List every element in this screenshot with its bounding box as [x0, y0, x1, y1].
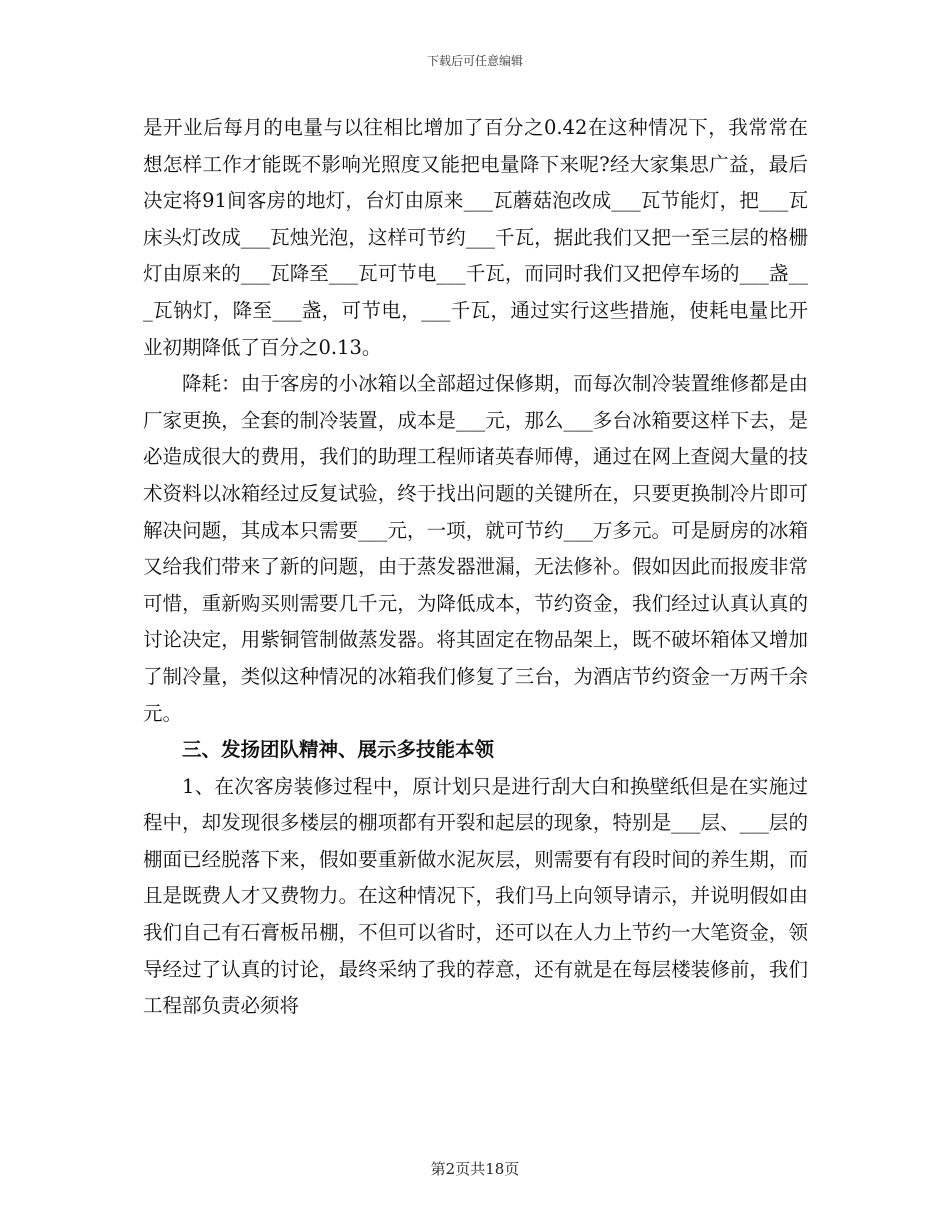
- paragraph-renovation: 1、在次客房装修过程中，原计划只是进行刮大白和换壁纸但是在实施过程中，却发现很多楼层的棚项都有开裂和起层的现象，特别是___层、___层的棚面已经脱落下来，假如要重新做水泥灰层，则需要有有段时间的养生期，而且是既费人才又费物力。在这种情况下，我们马上向领导请示，并说明假如由我们自己有石膏板吊棚，不但可以省时，还可以在人力上节约一大笔资金，领导经过了认真的讨论，最终采纳了我的荐意，还有就是在每层楼装修前，我们工程部负责必须将: [143, 774, 808, 1018]
- paragraph-electricity-savings: 是开业后每月的电量与以往相比增加了百分之0.42在这种情况下，我常常在想怎样工作才能既不影响光照度又能把电量降下来呢?经大家集思广益，最后决定将91间客房的地灯，台灯由原来___瓦蘑菇泡改成___瓦节能灯，把___瓦床头灯改成___瓦烛光泡，这样可节约___千瓦，据此我们又把一至三层的格栅灯由原来的___瓦降至___瓦可节电___千瓦，而同时我们又把停车场的___盏___瓦钠灯，降至___盏，可节电，___千瓦，通过实行这些措施，使耗电量比开业初期降低了百分之0.13。: [143, 116, 808, 359]
- document-body: [143, 110, 808, 1025]
- paragraph-cost-reduction: 降耗：由于客房的小冰箱以全部超过保修期，而每次制冷装置维修都是由厂家更换，全套的制冷装置，成本是___元，那么___多台冰箱要这样下去，是必造成很大的费用，我们的助理工程师诸英春师傅，通过在网上查阅大量的技术资料以冰箱经过反复试验，终于找出问题的关键所在，只要更换制冷片即可解决问题，其成本只需要___元，一项，就可节约___万多元。可是厨房的冰箱又给我们带来了新的问题，由于蒸发器泄漏，无法修补。假如因此而报废非常可惜，重新购买则需要几千元，为降低成本，节约资金，我们经过认真认真的讨论决定，用紫铜管制做蒸发器。将其固定在物品架上，既不破坏箱体又增加了制冷量，类似这种情况的冰箱我们修复了三台，为酒店节约资金一万两千余元。: [143, 372, 808, 725]
- section-heading: 三、发扬团队精神、展示多技能本领: [182, 738, 495, 762]
- page-footer: 第2页共18页: [430, 1160, 520, 1178]
- page-header: 下载后可任意编辑: [426, 54, 523, 68]
